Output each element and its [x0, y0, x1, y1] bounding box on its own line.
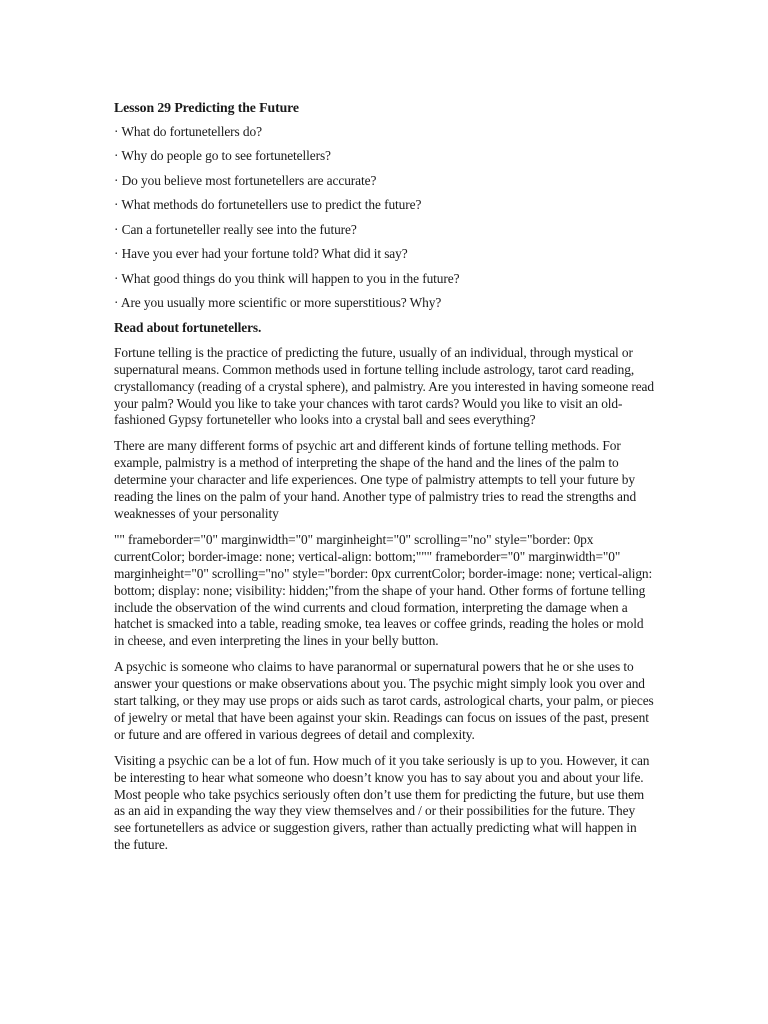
lesson-title: Lesson 29 Predicting the Future [114, 100, 299, 115]
question-item: · Why do people go to see fortunetellers? [114, 148, 331, 164]
discussion-questions [114, 124, 654, 312]
document-content [114, 100, 654, 863]
question-item: · What methods do fortunetellers use to predict the future? [114, 197, 422, 213]
question-item: · What do fortunetellers do? [114, 123, 262, 139]
question-item: · Can a fortuneteller really see into the future? [114, 221, 357, 237]
paragraph-psychic: A psychic is someone who claims to have paranormal or supernatural powers that he or she uses to answer your questions or make observations about you. The psychic might simply look you over and start talking, or they may use props or aids such as tarot cards, astrological charts, your palm, or pieces of jewelry or metal that have been against your skin. Readings can focus on issues of the past, present or future and are offered in various degrees of detail and complexity. [114, 659, 654, 742]
paragraph-fortune-telling: Fortune telling is the practice of predicting the future, usually of an individual, through mystical or supernatural means. Common methods used in fortune telling include astrology, tarot card reading, crystallomancy (reading of a crystal sphere), and palmistry. Are you interested in having someone read your palm? Would you like to take your chances with tarot cards? Would you like to visit an old-fashioned Gypsy fortuneteller who looks into a crystal ball and sees everything? [114, 344, 654, 428]
question-item: · Do you believe most fortunetellers are accurate? [114, 172, 377, 188]
reading-heading: Read about fortunetellers. [114, 319, 262, 335]
question-item: · What good things do you think will happen to you in the future? [114, 270, 460, 286]
paragraph-visiting-psychic: Visiting a psychic can be a lot of fun. How much of it you take seriously is up to you. However, it can be interesting to hear what someone who doesn’t know you has to say about you and about your life. Most people who take psychics seriously often don’t use them for predicting the future, but use them as an aid in expanding the way they view themselves and / or their possibilities for the future. They see fortunetellers as advice or suggestion givers, rather than actually predicting what will happen in the future. [114, 752, 650, 853]
question-item: · Have you ever had your fortune told? What did it say? [114, 246, 408, 262]
paragraph-other-forms: "" frameborder="0" marginwidth="0" marginheight="0" scrolling="no" style="border: 0px currentColor; border-image: none; vertical-align: bottom;""" frameborder="0" marginwidth="0" marginheight="0" scrolling="no" style="border: 0px currentColor; border-image: none; vertical-align: bottom; display: none; visibility: hidden;"from the shape of your hand. Other forms of fortune telling include the observation of the wind currents and cloud formation, interpreting the damage when a hatchet is smacked into a table, reading smoke, tea leaves or coffee grinds, reading the holes or mold in cheese, and even interpreting the lines in your belly button. [114, 531, 653, 649]
paragraph-palmistry: There are many different forms of psychic art and different kinds of fortune telling methods. For example, palmistry is a method of interpreting the shape of the hand and the lines of the palm to determine your character and life experiences. One type of palmistry attempts to tell your future by reading the lines on the palm of your hand. Another type of palmistry tries to read the strengths and weaknesses of your personality [114, 438, 637, 521]
question-item: · Are you usually more scientific or more superstitious? Why? [114, 295, 442, 311]
